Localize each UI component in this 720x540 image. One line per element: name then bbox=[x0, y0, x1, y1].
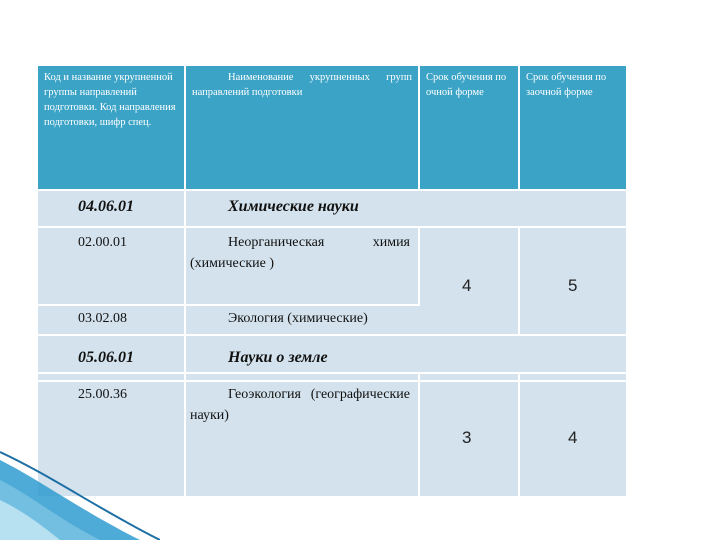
row-code: 03.02.08 bbox=[78, 311, 127, 326]
header-code: Код и название укрупненной группы направлений подготовки. Код направления подготовки, шифр спец. bbox=[38, 66, 184, 189]
divider bbox=[38, 226, 626, 228]
term-full-time: 3 bbox=[462, 428, 472, 447]
divider bbox=[518, 372, 520, 496]
program-table bbox=[38, 66, 626, 496]
row-code: 25.00.36 bbox=[78, 387, 127, 402]
row-code: 02.00.01 bbox=[78, 235, 127, 250]
term-part-time: 4 bbox=[568, 428, 578, 447]
wave-decoration bbox=[0, 440, 160, 540]
row-code: 04.06.01 bbox=[78, 198, 134, 215]
row-name: Экология (химические) bbox=[228, 311, 368, 326]
divider bbox=[184, 66, 186, 496]
header-full-time: Срок обучения по очной форме bbox=[420, 66, 518, 189]
row-name: Геоэкология (географические науки) bbox=[190, 387, 410, 423]
divider bbox=[418, 372, 420, 496]
row-code: 05.06.01 bbox=[78, 349, 134, 366]
divider bbox=[418, 226, 420, 306]
divider bbox=[518, 226, 520, 336]
row-name: Химические науки bbox=[228, 198, 359, 215]
row-name: Науки о земле bbox=[228, 349, 328, 366]
term-part-time: 5 bbox=[568, 276, 578, 295]
divider bbox=[38, 380, 626, 382]
divider bbox=[38, 334, 626, 336]
row-name: Неорганическая химия (химические ) bbox=[190, 235, 410, 271]
divider bbox=[418, 66, 420, 189]
divider bbox=[38, 304, 420, 306]
header-part-time: Срок обучения по заочной форме bbox=[520, 66, 626, 189]
term-full-time: 4 bbox=[462, 276, 472, 295]
divider bbox=[38, 189, 626, 191]
header-name: Наименование укрупненных групп направлений подготовки bbox=[186, 66, 418, 189]
divider bbox=[518, 66, 520, 189]
divider bbox=[38, 372, 626, 374]
